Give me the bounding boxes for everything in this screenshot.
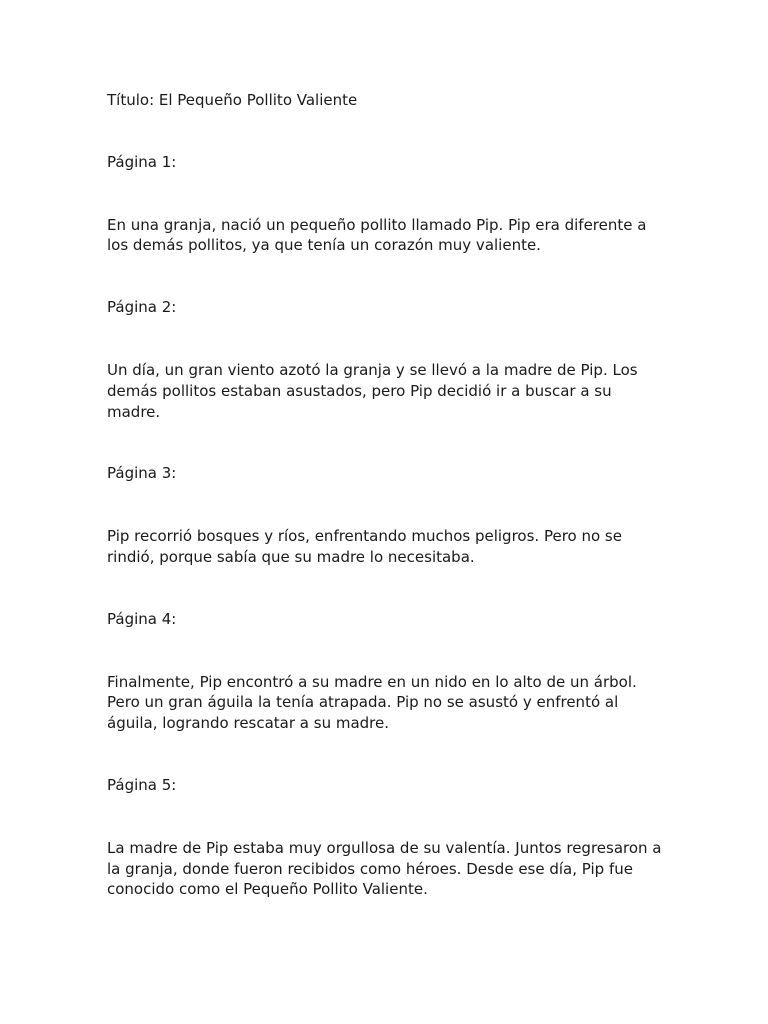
document-title: Título: El Pequeño Pollito Valiente: [107, 91, 358, 109]
document-page: [107, 90, 667, 941]
page-2-paragraph: Un día, un gran viento azotó la granja y se llevó a la madre de Pip. Los demás pollitos estaban asustados, pero Pip decidió ir a buscar a su madre.: [107, 360, 643, 421]
page-1-paragraph: En una granja, nació un pequeño pollito llamado Pip. Pip era diferente a los demás pollitos, ya que tenía un corazón muy valiente.: [107, 215, 652, 255]
page-3-paragraph: Pip recorrió bosques y ríos, enfrentando muchos peligros. Pero no se rindió, porque sabía que su madre lo necesitaba.: [107, 527, 627, 566]
page-4-heading: Página 4:: [107, 609, 177, 628]
page-5-heading: Página 5:: [107, 775, 177, 794]
page-2-heading: Página 2:: [107, 298, 177, 317]
page-1-heading: Página 1:: [107, 152, 177, 171]
page-5-paragraph: La madre de Pip estaba muy orgullosa de su valentía. Juntos regresaron a la granja, donde fueron recibidos como héroes. Desde ese día, Pip fue conocido como el Pequeño Pollito Valiente.: [107, 838, 667, 899]
page-3-heading: Página 3:: [107, 464, 177, 483]
page-4-paragraph: Finalmente, Pip encontró a su madre en un nido en lo alto de un árbol. Pero un gran águila la tenía atrapada. Pip no se asustó y enfrentó al águila, logrando rescatar a su madre.: [107, 672, 642, 733]
